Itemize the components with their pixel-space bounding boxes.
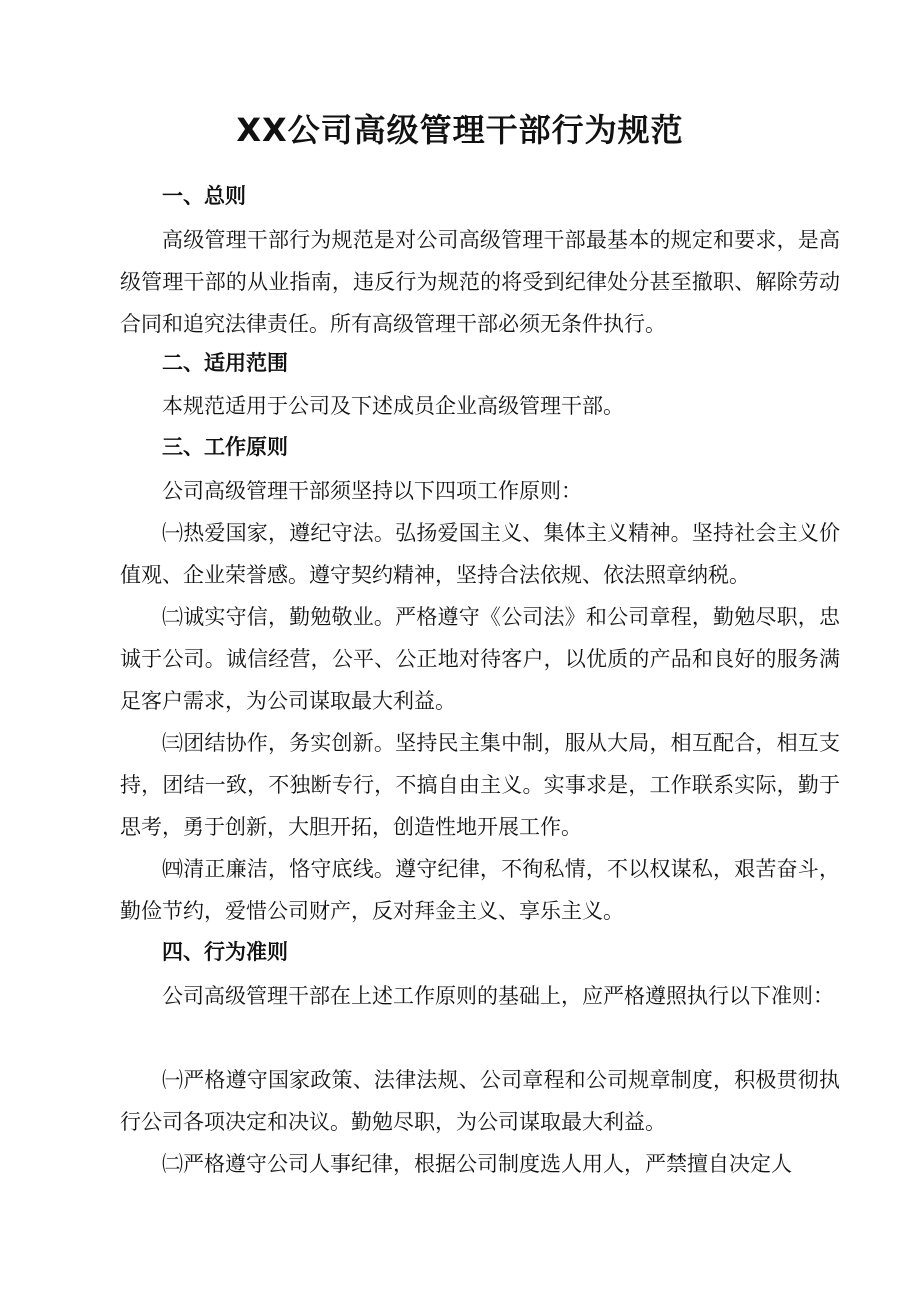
paragraph-scope: 本规范适用于公司及下述成员企业高级管理干部。 xyxy=(162,394,624,418)
paragraph-principle-3: ㈢团结协作，务实创新。坚持民主集中制，服从大局，相互配合，相互支持，团结一致，不独断专行，不搞自由主义。实事求是，工作联系实际，勤于思考，勇于创新，大胆开拓，创造性地开展工作。 xyxy=(120,731,840,839)
paragraph-conduct-2: ㈡严格遵守公司人事纪律，根据公司制度选人用人，严禁擅自决定人 xyxy=(162,1152,792,1176)
paragraph-conduct-intro: 公司高级管理干部在上述工作原则的基础上，应严格遵照执行以下准则： xyxy=(162,984,834,1008)
document-title: XX公司高级管理干部行为规范 xyxy=(236,111,684,149)
section-heading-conduct: 四、行为准则 xyxy=(162,940,288,964)
section-heading-general: 一、总则 xyxy=(162,184,246,208)
paragraph-principle-4: ㈣清正廉洁，恪守底线。遵守纪律，不徇私情，不以权谋私，艰苦奋斗，勤俭节约，爱惜公司财产，反对拜金主义、享乐主义。 xyxy=(120,857,840,923)
paragraph-conduct-1: ㈠严格遵守国家政策、法律法规、公司章程和公司规章制度，积极贯彻执行公司各项决定和决议。勤勉尽职，为公司谋取最大利益。 xyxy=(120,1068,840,1134)
section-heading-principles: 三、工作原则 xyxy=(162,435,288,459)
paragraph-principles-intro: 公司高级管理干部须坚持以下四项工作原则： xyxy=(162,479,582,503)
section-heading-scope: 二、适用范围 xyxy=(162,351,288,375)
paragraph-principle-2: ㈡诚实守信，勤勉敬业。严格遵守《公司法》和公司章程，勤勉尽职，忠诚于公司。诚信经营，公平、公正地对待客户，以优质的产品和良好的服务满足客户需求，为公司谋取最大利益。 xyxy=(120,605,840,713)
paragraph-principle-1: ㈠热爱国家，遵纪守法。弘扬爱国主义、集体主义精神。坚持社会主义价值观、企业荣誉感。遵守契约精神，坚持合法依规、依法照章纳税。 xyxy=(120,521,840,587)
paragraph-general: 高级管理干部行为规范是对公司高级管理干部最基本的规定和要求，是高级管理干部的从业指南，违反行为规范的将受到纪律处分甚至撤职、解除劳动合同和追究法律责任。所有高级管理干部必须无条件执行。 xyxy=(120,228,840,336)
